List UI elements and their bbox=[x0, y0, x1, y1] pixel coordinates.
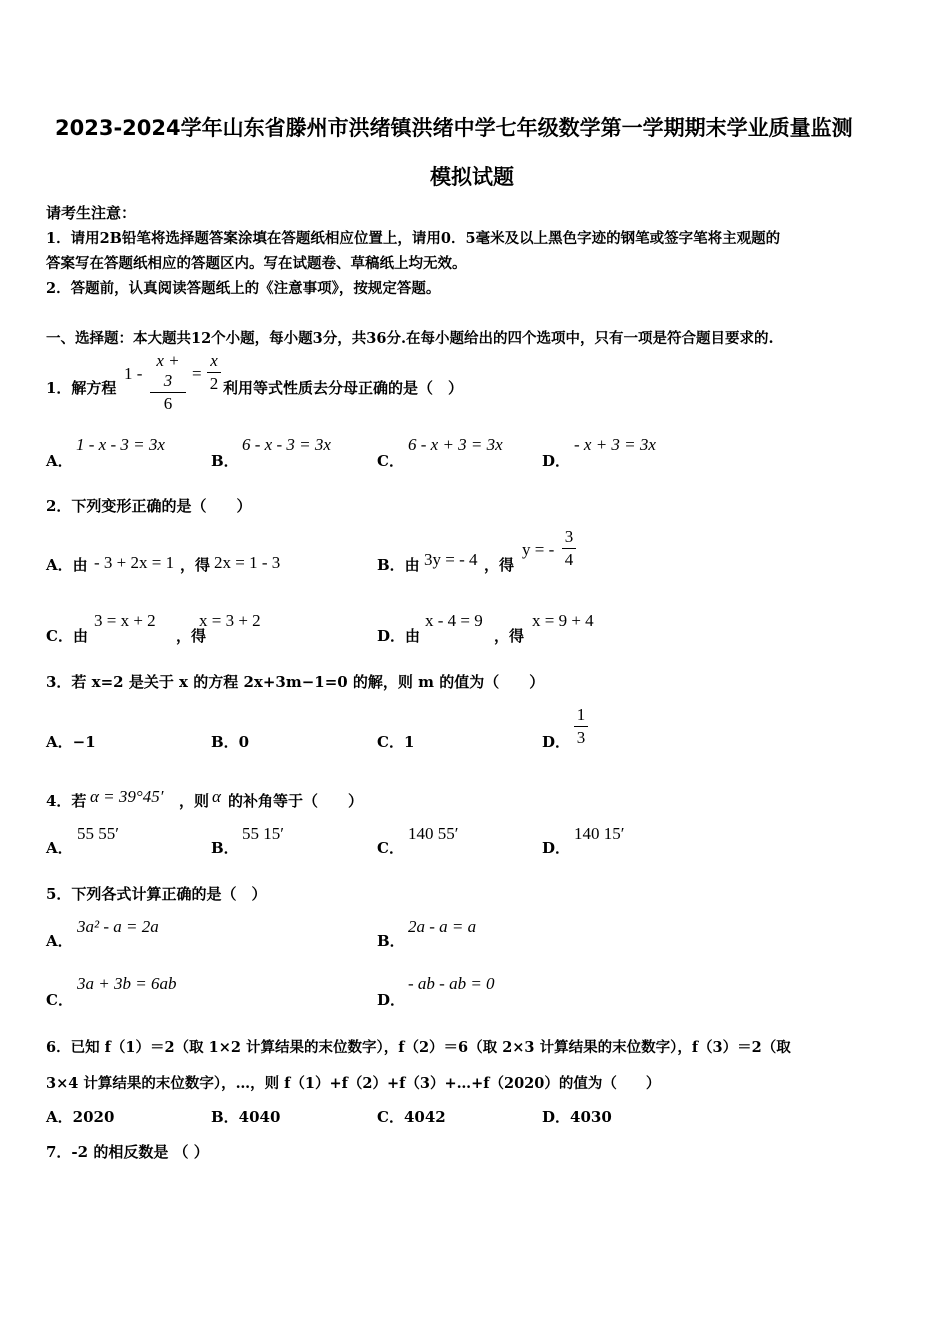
q2-option-d-expr2: x = 9 + 4 bbox=[532, 611, 594, 630]
q5-option-b-expr: 2a - a = a bbox=[408, 917, 477, 936]
q3-option-b[interactable]: B．0 bbox=[211, 733, 250, 751]
q4-alpha: α bbox=[212, 787, 221, 806]
q5-option-d-label[interactable]: D． bbox=[377, 991, 406, 1009]
q5-option-c-label[interactable]: C． bbox=[46, 991, 73, 1009]
q1-eq-lead: 1 - bbox=[124, 364, 143, 383]
q2-option-b-denominator: 4 bbox=[564, 550, 574, 569]
q2-option-a-expr2: 2x = 1 - 3 bbox=[214, 553, 281, 572]
q5-stem: 5．下列各式计算正确的是（ ） bbox=[46, 885, 267, 903]
q3-stem: 3．若 x=2 是关于 x 的方程 2x+3m−1=0 的解，则 m 的值为（ ） bbox=[46, 673, 545, 691]
q2-option-b-label[interactable]: B．由 bbox=[377, 556, 420, 574]
q3-option-a[interactable]: A．−1 bbox=[46, 733, 96, 751]
q2-option-d-label[interactable]: D．由 bbox=[377, 627, 421, 645]
q2-option-a-mid: ，得 bbox=[180, 556, 211, 574]
q3-option-d-denominator: 3 bbox=[576, 728, 586, 747]
q3-option-d-fraction bbox=[574, 705, 588, 748]
q5-option-a-label[interactable]: A． bbox=[46, 932, 73, 950]
notice-item1-line1: 1．请用2B铅笔将选择题答案涂填在答题纸相应位置上，请用0．5毫米及以上黑色字迹的钢笔或签字笔将主观题的 bbox=[46, 230, 781, 247]
q4-mid: ，则 bbox=[179, 792, 210, 810]
notice-heading: 请考生注意： bbox=[46, 204, 137, 222]
q2-option-a-label[interactable]: A．由 bbox=[46, 556, 88, 574]
q6-option-d[interactable]: D．4030 bbox=[542, 1108, 612, 1126]
q2-option-b-fraction bbox=[562, 527, 576, 570]
q4-option-c-label[interactable]: C． bbox=[377, 839, 404, 857]
q6-option-c[interactable]: C．4042 bbox=[377, 1108, 446, 1126]
q1-option-c-expr: 6 - x + 3 = 3x bbox=[408, 435, 503, 454]
q2-option-c-label[interactable]: C．由 bbox=[46, 627, 88, 645]
q1-fraction-2 bbox=[207, 351, 221, 394]
q4-option-c-expr: 140 55′ bbox=[408, 824, 459, 843]
q7-stem: 7．-2 的相反数是 （ ） bbox=[46, 1143, 209, 1161]
q1-option-c-label[interactable]: C． bbox=[377, 452, 404, 470]
q2-option-a-expr1: - 3 + 2x = 1 bbox=[94, 553, 175, 572]
q2-option-c-mid: ，得 bbox=[176, 627, 207, 645]
q5-option-d-expr: - ab - ab = 0 bbox=[408, 974, 495, 993]
q4-option-a-label[interactable]: A． bbox=[46, 839, 73, 857]
q1-eq-mid: = bbox=[192, 364, 202, 383]
section1-heading: 一、选择题：本大题共12个小题，每小题3分，共36分.在每小题给出的四个选项中，只有一项是符合题目要求的. bbox=[46, 330, 774, 347]
q3-option-d-numerator: 1 bbox=[576, 705, 586, 724]
q1-option-b-label[interactable]: B． bbox=[211, 452, 239, 470]
q4-prefix: 4．若 bbox=[46, 792, 87, 810]
q4-suffix: 的补角等于（ ） bbox=[228, 792, 364, 810]
q1-option-a-label[interactable]: A． bbox=[46, 452, 73, 470]
q1-option-d-expr: - x + 3 = 3x bbox=[574, 435, 656, 454]
q5-option-c-expr: 3a + 3b = 6ab bbox=[77, 974, 177, 993]
q1-fraction-1-numerator: x + 3 bbox=[156, 351, 180, 390]
q4-option-b-expr: 55 15′ bbox=[242, 824, 284, 843]
q4-option-a-expr: 55 55′ bbox=[77, 824, 119, 843]
q2-option-b-expr1: 3y = - 4 bbox=[424, 550, 478, 569]
notice-item2: 2．答题前，认真阅读答题纸上的《注意事项》，按规定答题。 bbox=[46, 280, 441, 297]
q3-option-d-label[interactable]: D． bbox=[542, 733, 571, 751]
notice-item1-line2: 答案写在答题纸相应的答题区内。写在试题卷、草稿纸上均无效。 bbox=[46, 255, 467, 272]
q4-option-d-label[interactable]: D． bbox=[542, 839, 571, 857]
q6-stem-line1: 6．已知 f（1）＝2（取 1×2 计算结果的末位数字），f（2）＝6（取 2×3 计算结果的末位数字），f（3）＝2（取 bbox=[46, 1039, 791, 1056]
q6-option-b[interactable]: B．4040 bbox=[211, 1108, 281, 1126]
q2-stem: 2．下列变形正确的是（ ） bbox=[46, 497, 252, 515]
q4-expr: α = 39°45′ bbox=[90, 787, 164, 806]
page-title-line1: 2023-2024学年山东省滕州市洪绪镇洪绪中学七年级数学第一学期期末学业质量监测 bbox=[55, 116, 853, 140]
q1-option-b-expr: 6 - x - 3 = 3x bbox=[242, 435, 331, 454]
q2-option-b-mid: ，得 bbox=[484, 556, 515, 574]
q1-fraction-2-numerator: x bbox=[210, 351, 218, 370]
q6-option-a[interactable]: A．2020 bbox=[46, 1108, 115, 1126]
q2-option-d-mid: ，得 bbox=[494, 627, 525, 645]
q4-option-d-expr: 140 15′ bbox=[574, 824, 625, 843]
q2-option-b-lead: y = - bbox=[522, 540, 555, 559]
q3-option-c[interactable]: C．1 bbox=[377, 733, 415, 751]
q2-option-c-expr1: 3 = x + 2 bbox=[94, 611, 156, 630]
page-title-line2: 模拟试题 bbox=[430, 165, 514, 189]
q2-option-d-expr1: x - 4 = 9 bbox=[425, 611, 483, 630]
q1-fraction-2-denominator: 2 bbox=[209, 374, 219, 393]
q1-suffix: 利用等式性质去分母正确的是（ ） bbox=[223, 379, 464, 397]
q5-option-a-expr: 3a² - a = 2a bbox=[77, 917, 159, 936]
q4-option-b-label[interactable]: B． bbox=[211, 839, 239, 857]
q1-fraction-1-denominator: 6 bbox=[163, 394, 173, 413]
q1-option-a-expr: 1 - x - 3 = 3x bbox=[76, 435, 165, 454]
q5-option-b-label[interactable]: B． bbox=[377, 932, 405, 950]
q1-option-d-label[interactable]: D． bbox=[542, 452, 571, 470]
q6-stem-line2: 3×4 计算结果的末位数字），…，则 f（1）+f（2）+f（3）+…+f（2020）的值为（ ） bbox=[46, 1075, 661, 1092]
q1-fraction-1 bbox=[150, 351, 186, 414]
q1-prefix: 1．解方程 bbox=[46, 379, 117, 397]
q2-option-c-expr2: x = 3 + 2 bbox=[199, 611, 261, 630]
q2-option-b-numerator: 3 bbox=[564, 527, 574, 546]
